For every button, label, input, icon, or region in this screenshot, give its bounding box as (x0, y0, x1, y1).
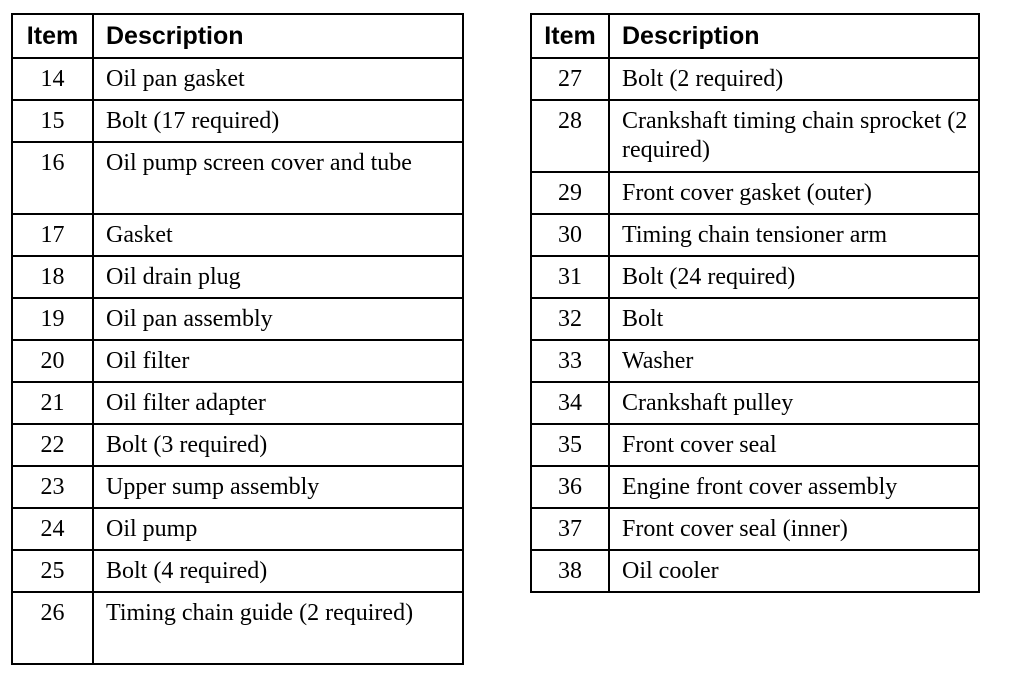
item-number: 17 (12, 214, 93, 256)
table-row (12, 508, 463, 550)
header-item: Item (531, 14, 609, 58)
item-description: Oil pump screen cover and tube (93, 142, 463, 214)
parts-table-left (11, 13, 464, 665)
table-row (531, 58, 979, 100)
item-number: 34 (531, 382, 609, 424)
item-number: 21 (12, 382, 93, 424)
table-row (12, 382, 463, 424)
item-number: 33 (531, 340, 609, 382)
item-number: 37 (531, 508, 609, 550)
item-description: Bolt (3 required) (93, 424, 463, 466)
item-number: 24 (12, 508, 93, 550)
item-description: Oil pump (93, 508, 463, 550)
item-number: 28 (531, 100, 609, 172)
table-row (531, 508, 979, 550)
table-row (531, 382, 979, 424)
table-row (531, 256, 979, 298)
item-description: Engine front cover assembly (609, 466, 979, 508)
item-description: Upper sump assembly (93, 466, 463, 508)
table-row (531, 214, 979, 256)
item-description: Bolt (609, 298, 979, 340)
item-description: Crankshaft timing chain sprocket (2 required) (609, 100, 979, 172)
item-number: 22 (12, 424, 93, 466)
item-number: 29 (531, 172, 609, 214)
item-number: 14 (12, 58, 93, 100)
item-description: Gasket (93, 214, 463, 256)
header-row (12, 14, 463, 58)
item-number: 20 (12, 340, 93, 382)
table-row (12, 424, 463, 466)
item-description: Front cover gasket (outer) (609, 172, 979, 214)
item-number: 15 (12, 100, 93, 142)
table-row (12, 58, 463, 100)
table-row (531, 100, 979, 172)
item-description: Oil filter adapter (93, 382, 463, 424)
item-number: 23 (12, 466, 93, 508)
item-description: Front cover seal (609, 424, 979, 466)
table-row (531, 298, 979, 340)
table-row (12, 142, 463, 214)
header-description: Description (93, 14, 463, 58)
item-number: 19 (12, 298, 93, 340)
parts-table-right (530, 13, 980, 593)
item-description: Timing chain guide (2 required) (93, 592, 463, 664)
table-row (12, 256, 463, 298)
item-number: 32 (531, 298, 609, 340)
table-row (12, 550, 463, 592)
item-description: Bolt (4 required) (93, 550, 463, 592)
table-row (531, 550, 979, 592)
table-row (531, 172, 979, 214)
header-item: Item (12, 14, 93, 58)
table-row (12, 214, 463, 256)
table-row (12, 340, 463, 382)
header-description: Description (609, 14, 979, 58)
item-description: Bolt (24 required) (609, 256, 979, 298)
item-description: Oil pan assembly (93, 298, 463, 340)
table-row (531, 466, 979, 508)
item-description: Crankshaft pulley (609, 382, 979, 424)
table-row (12, 466, 463, 508)
item-number: 26 (12, 592, 93, 664)
item-number: 25 (12, 550, 93, 592)
item-description: Bolt (17 required) (93, 100, 463, 142)
item-number: 27 (531, 58, 609, 100)
item-number: 16 (12, 142, 93, 214)
item-number: 35 (531, 424, 609, 466)
item-description: Bolt (2 required) (609, 58, 979, 100)
item-number: 30 (531, 214, 609, 256)
item-number: 31 (531, 256, 609, 298)
table-row (531, 340, 979, 382)
item-number: 18 (12, 256, 93, 298)
item-description: Oil cooler (609, 550, 979, 592)
table-row (12, 298, 463, 340)
item-description: Oil filter (93, 340, 463, 382)
item-description: Front cover seal (inner) (609, 508, 979, 550)
item-number: 38 (531, 550, 609, 592)
header-row (531, 14, 979, 58)
item-number: 36 (531, 466, 609, 508)
table-row (12, 592, 463, 664)
item-description: Oil pan gasket (93, 58, 463, 100)
item-description: Washer (609, 340, 979, 382)
item-description: Oil drain plug (93, 256, 463, 298)
table-row (531, 424, 979, 466)
table-row (12, 100, 463, 142)
item-description: Timing chain tensioner arm (609, 214, 979, 256)
